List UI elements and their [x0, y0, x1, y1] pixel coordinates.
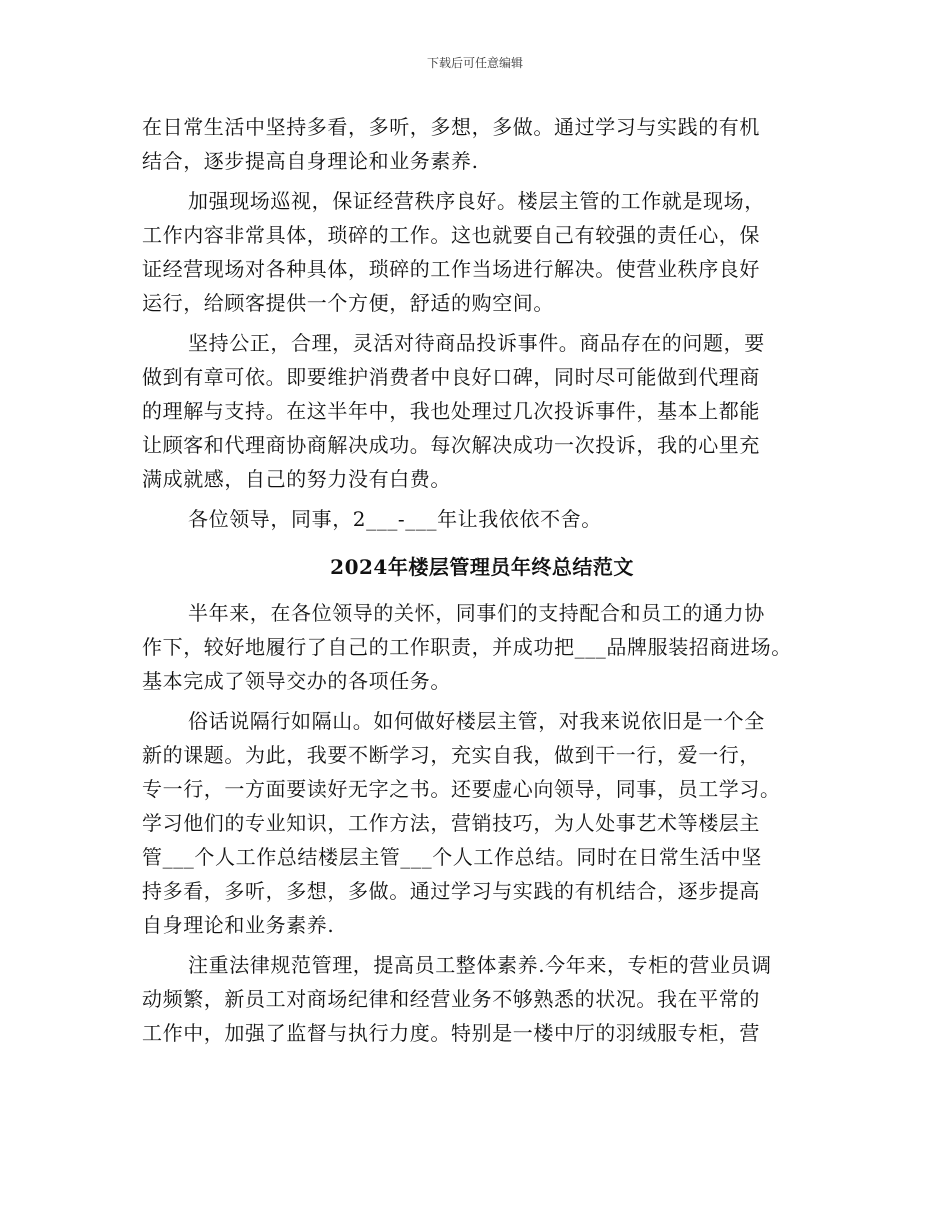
- text-line: 工作内容非常具体，琐碎的工作。这也就要自己有较强的责任心，保: [142, 223, 760, 247]
- paragraph-site-patrol: [142, 184, 822, 320]
- text-line: 学习他们的专业知识，工作方法，营销技巧，为人处事艺术等楼层主: [142, 811, 760, 835]
- paragraph-legal-management: [142, 948, 822, 1050]
- text-line: 坚持公正，合理，灵活对待商品投诉事件。商品存在的问题，要: [188, 331, 765, 355]
- text-line: 自身理论和业务素养.: [142, 913, 335, 937]
- text-line: 满成就感，自己的努力没有白费。: [142, 467, 451, 491]
- paragraph-half-year: [142, 596, 822, 698]
- text-line: 加强现场巡视，保证经营秩序良好。楼层主管的工作就是现场，: [188, 189, 765, 213]
- page-header-note: 下载后可任意编辑: [426, 56, 523, 70]
- text-line: 运行，给顾客提供一个方便，舒适的购空间。: [142, 291, 554, 315]
- text-line: 工作中，加强了监督与执行力度。特别是一楼中厅的羽绒服专柜，营: [142, 1021, 760, 1045]
- document-body: [142, 110, 822, 1056]
- text-line: 半年来，在各位领导的关怀，同事们的支持配合和员工的通力协: [188, 601, 765, 625]
- section-title: 2024年楼层管理员年终总结范文: [330, 555, 634, 579]
- text-line: 新的课题。为此，我要不断学习，充实自我，做到干一行，爱一行，: [142, 743, 760, 767]
- text-line: 在日常生活中坚持多看，多听，多想，多做。通过学习与实践的有机: [142, 115, 760, 139]
- text-line: 做到有章可依。即要维护消费者中良好口碑，同时尽可能做到代理商: [142, 365, 760, 389]
- paragraph-study-practice: [142, 110, 822, 178]
- paragraph-complaints: [142, 326, 822, 496]
- paragraph-learning: [142, 704, 822, 942]
- text-line: 各位领导，同事，2___-___年让我依依不舍。: [188, 507, 602, 531]
- text-line: 作下，较好地履行了自己的工作职责，并成功把___品牌服装招商进场。: [142, 635, 792, 659]
- text-line: 持多看，多听，多想，多做。通过学习与实践的有机结合，逐步提高: [142, 879, 760, 903]
- text-line: 注重法律规范管理，提高员工整体素养.今年来，专柜的营业员调: [188, 953, 772, 977]
- text-line: 让顾客和代理商协商解决成功。每次解决成功一次投诉，我的心里充: [142, 433, 760, 457]
- paragraph-farewell: [142, 502, 822, 536]
- text-line: 动频繁，新员工对商场纪律和经营业务不够熟悉的状况。我在平常的: [142, 987, 760, 1011]
- text-line: 证经营现场对各种具体，琐碎的工作当场进行解决。使营业秩序良好: [142, 257, 760, 281]
- text-line: 结合，逐步提高自身理论和业务素养.: [142, 149, 479, 173]
- text-line: 管___个人工作总结楼层主管___个人工作总结。同时在日常生活中坚: [142, 845, 762, 869]
- text-line: 基本完成了领导交办的各项任务。: [142, 669, 451, 693]
- text-line: 专一行，一方面要读好无字之书。还要虚心向领导，同事，员工学习。: [142, 777, 781, 801]
- text-line: 的理解与支持。在这半年中，我也处理过几次投诉事件，基本上都能: [142, 399, 760, 423]
- text-line: 俗话说隔行如隔山。如何做好楼层主管，对我来说依旧是一个全: [188, 709, 765, 733]
